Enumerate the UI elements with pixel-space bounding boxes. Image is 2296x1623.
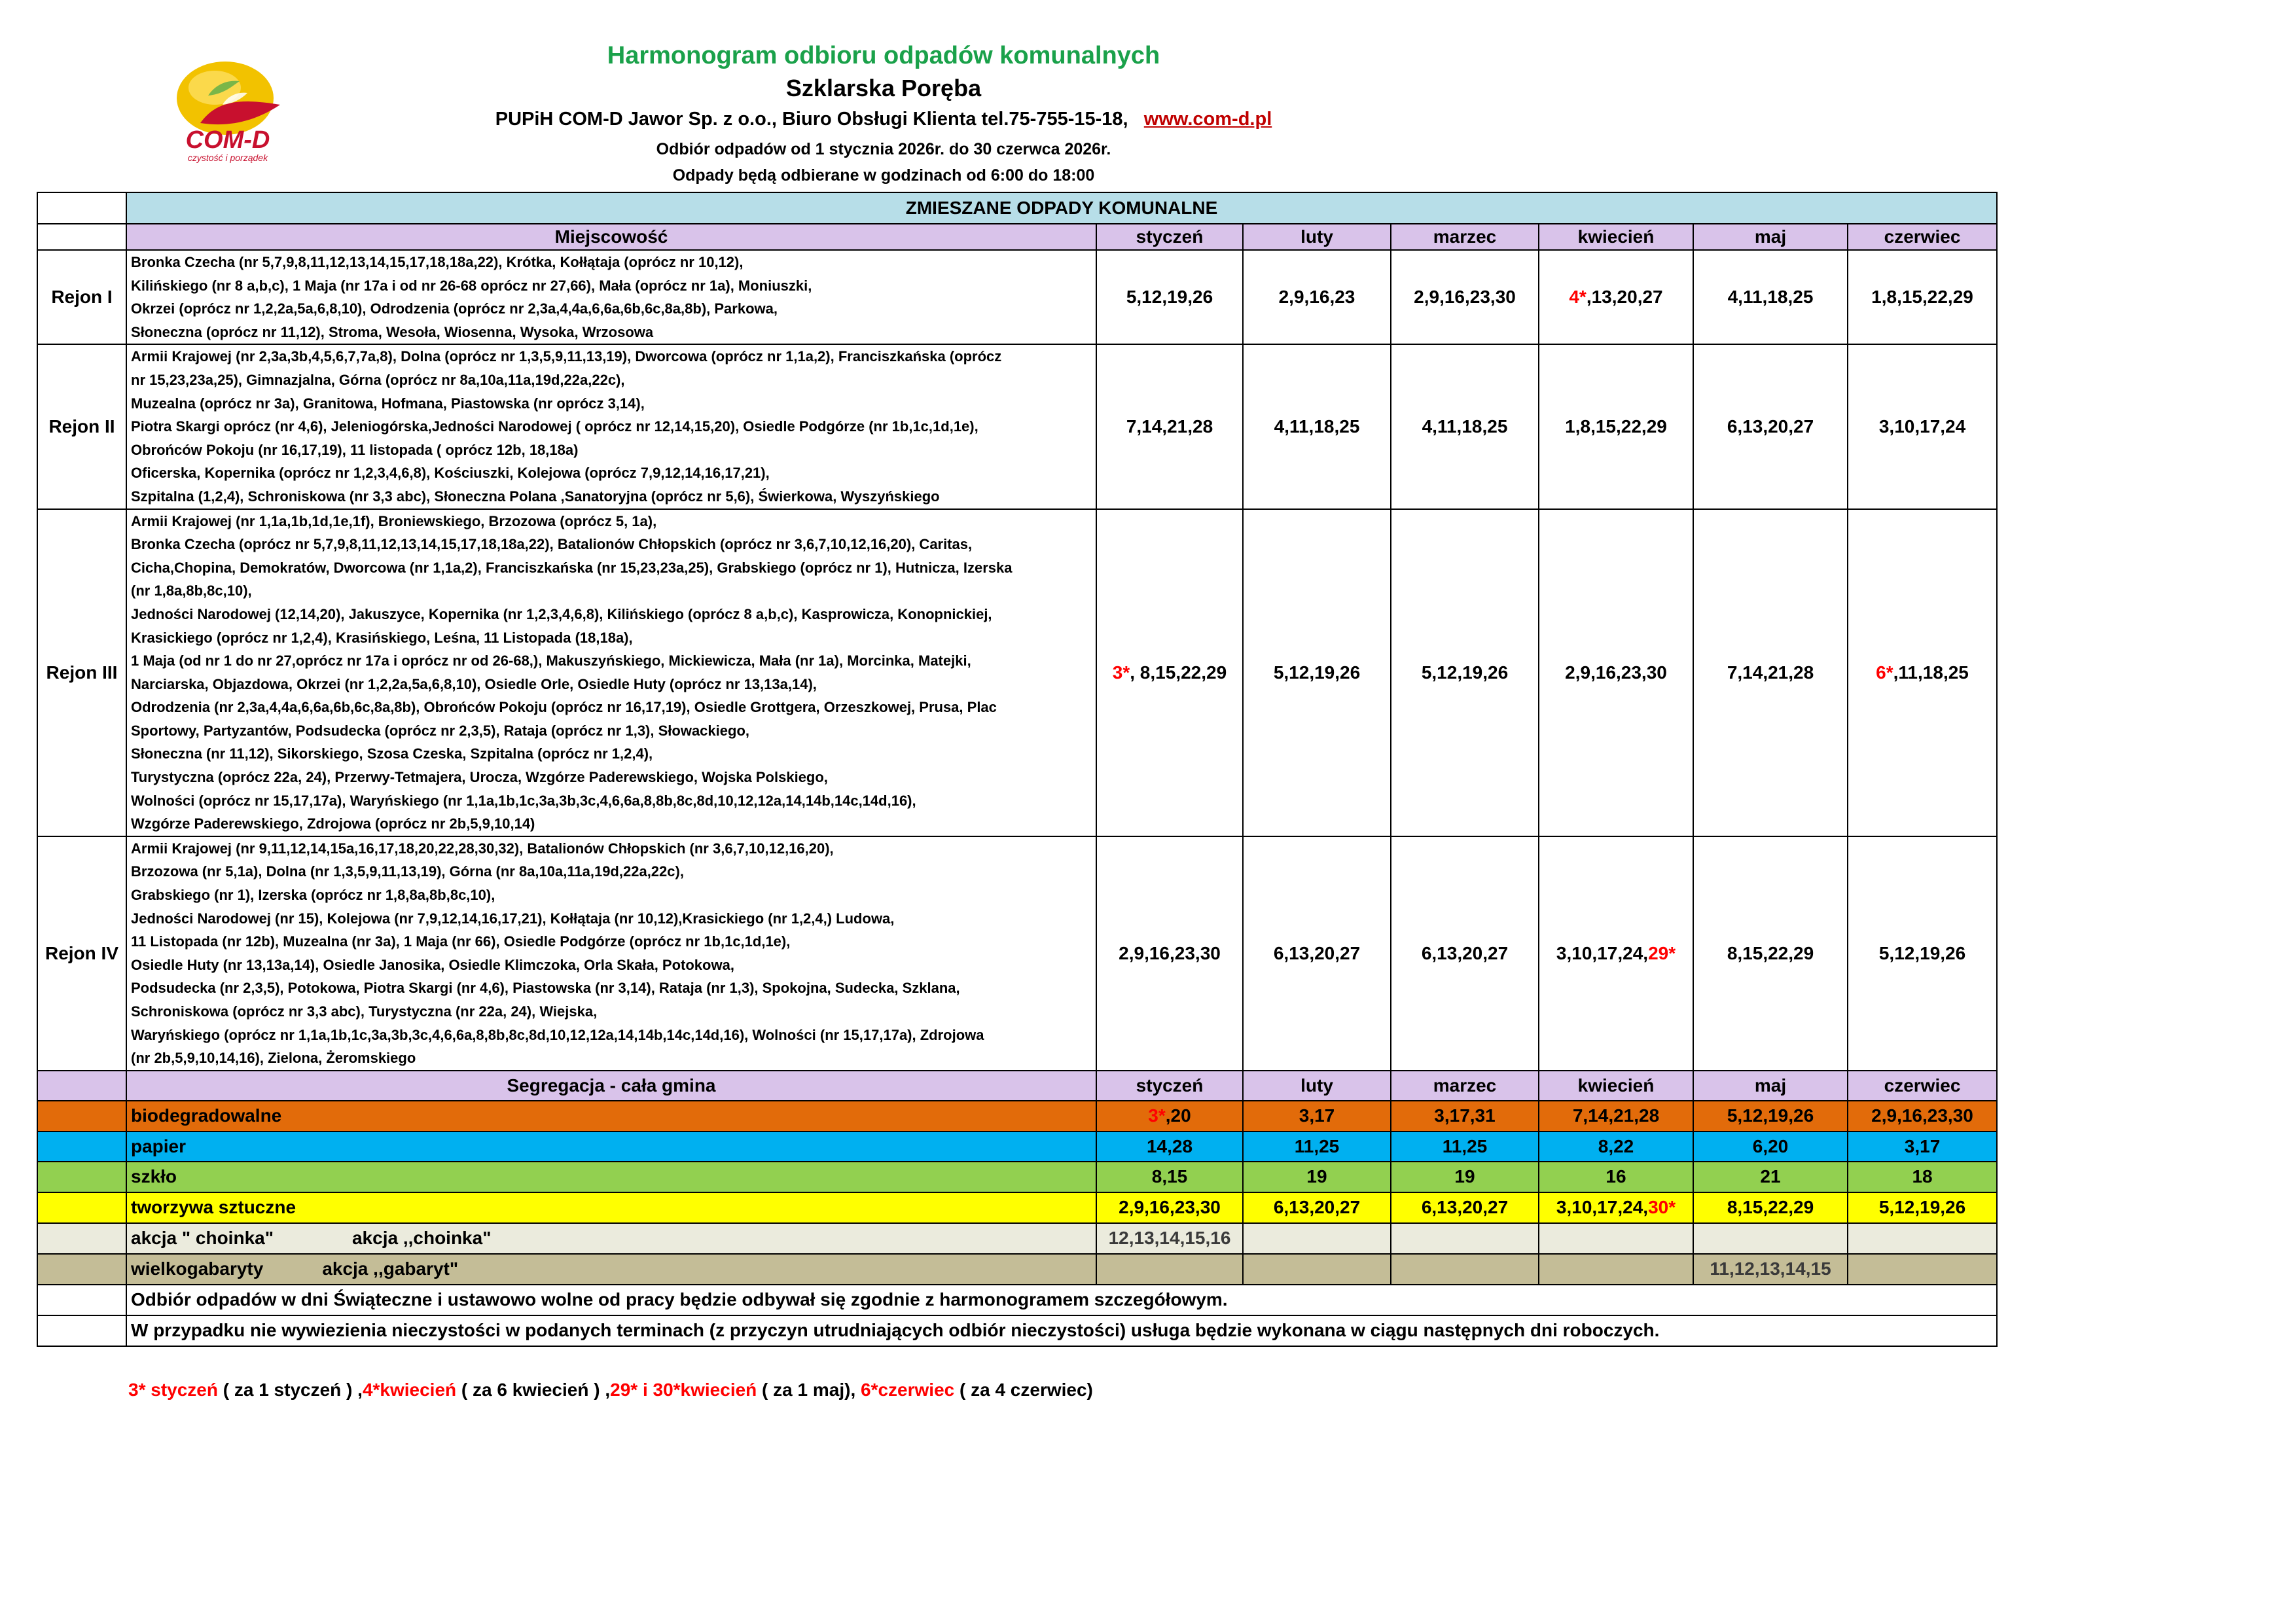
date-cell: 3,17 — [1243, 1101, 1391, 1132]
region-row — [37, 509, 1997, 836]
region-streets: Armii Krajowej (nr 2,3a,3b,4,5,6,7,7a,8), Dolna (oprócz nr 1,3,5,9,11,13,19), Dworcowa (oprócz nr 1,1a,2), Franciszkańska (oprócz nr 15,23,23a,25), Gimnazjalna, Górna (oprócz nr 8a,10a,11a,19d,22a,22c), Muzealna (oprócz nr 3a), Granitowa, Hofmana, Piastowska (nr oprócz 3,14), Piotra Skargi oprócz (nr 4,6), Jeleniogórska,Jedności Narodowej ( oprócz nr 12,14,15,20), Osiedle Podgórze (nr 1b,1c,1d,1e), Obrońców Pokoju (nr 16,17,19), 11 listopada ( oprócz 12b, 18,18a) Oficerska, Kopernika (oprócz nr 1,2,3,4,6,8), Kościuszki, Kolejowa (oprócz 7,9,12,14,16,17,21), Szpitalna (1,2,4), Schroniskowa (nr 3,3 abc), Słoneczna Polana ,Sanatoryjna (oprócz nr 5,6), Świerkowa, Wyszyńskiego — [126, 344, 1096, 508]
date-cell: 6,13,20,27 — [1243, 1192, 1391, 1223]
date-cell: 16 — [1539, 1162, 1693, 1192]
waste-type: biodegradowalne — [126, 1101, 1096, 1132]
moved-date: 29* — [1648, 942, 1676, 963]
month-header: marzec — [1391, 224, 1539, 250]
date-cell: 6,20 — [1693, 1132, 1848, 1162]
date-cell: 1,8,15,22,29 — [1848, 250, 1997, 344]
date-cell: 7,14,21,28 — [1539, 1101, 1693, 1132]
corner-cell — [37, 192, 126, 224]
segregation-row — [37, 1101, 1997, 1132]
date-cell: 2,9,16,23,30 — [1096, 836, 1243, 1071]
note-row — [37, 1285, 1997, 1315]
date-cell: 4,11,18,25 — [1391, 344, 1539, 508]
date-cell: 3,10,17,24,29* — [1539, 836, 1693, 1071]
month-header: kwiecień — [1539, 224, 1693, 250]
month-header: czerwiec — [1848, 224, 1997, 250]
month-header: styczeń — [1096, 224, 1243, 250]
date-cell: 4,11,18,25 — [1243, 344, 1391, 508]
moved-date: 3* — [1148, 1105, 1166, 1126]
date-cell: 5,12,19,26 — [1848, 1192, 1997, 1223]
crossed-cell — [1539, 1254, 1693, 1285]
waste-type: szkło — [126, 1162, 1096, 1192]
crossed-cell — [1539, 1223, 1693, 1254]
region-streets: Bronka Czecha (nr 5,7,9,8,11,12,13,14,15,17,18,18a,22), Krótka, Kołłątaja (oprócz nr 10,12), Kilińskiego (nr 8 a,b,c), 1 Maja (nr 17a i od nr 26-68 oprócz nr 27,66), Mała (oprócz nr 1a), Moniuszki, Okrzei (oprócz nr 1,2,2a,5a,6,8,10), Odrodzenia (oprócz nr 2,3a,4,4a,6,6a,6b,6c,8a,8b), Parkowa, Słoneczna (oprócz nr 11,12), Stroma, Wesoła, Wiosenna, Wysoka, Wrzosowa — [126, 250, 1096, 344]
date-cell: 2,9,16,23,30 — [1391, 250, 1539, 344]
crossed-cell — [1096, 1254, 1243, 1285]
date-cell: 5,12,19,26 — [1391, 509, 1539, 836]
date-cell: 3*,20 — [1096, 1101, 1243, 1132]
date-cell: 11,25 — [1243, 1132, 1391, 1162]
company-contact: PUPiH COM-D Jawor Sp. z o.o., Biuro Obsługi Klienta tel.75-755-15-18, — [495, 109, 1128, 130]
date-cell: 6,13,20,27 — [1391, 1192, 1539, 1223]
segregation-row — [37, 1132, 1997, 1162]
section-title: ZMIESZANE ODPADY KOMUNALNE — [126, 192, 1997, 224]
month-header: maj — [1693, 1071, 1848, 1101]
date-cell: 3,10,17,24,30* — [1539, 1192, 1693, 1223]
holiday-note: Odbiór odpadów w dni Świąteczne i ustawowo wolne od pracy będzie odbywał się zgodnie z harmonogramem szczegółowym. — [126, 1285, 1997, 1315]
locality-header: Miejscowość — [126, 224, 1096, 250]
date-cell: 3,10,17,24 — [1848, 344, 1997, 508]
logo-brand: COM-D — [185, 126, 270, 154]
gabaryt-row — [37, 1254, 1997, 1285]
date-cell: 2,9,16,23,30 — [1539, 509, 1693, 836]
date-cell: 4*,13,20,27 — [1539, 250, 1693, 344]
region-row — [37, 836, 1997, 1071]
website-link[interactable]: www.com-d.pl — [1143, 109, 1272, 130]
date-cell: 8,15,22,29 — [1693, 836, 1848, 1071]
date-cell: 21 — [1693, 1162, 1848, 1192]
crossed-cell — [1391, 1254, 1539, 1285]
date-cell: 19 — [1391, 1162, 1539, 1192]
date-cell: 11,25 — [1391, 1132, 1539, 1162]
date-cell: 6*,11,18,25 — [1848, 509, 1997, 836]
company-info — [0, 109, 1767, 130]
crossed-cell — [1243, 1223, 1391, 1254]
date-cell: 6,13,20,27 — [1243, 836, 1391, 1071]
footnote: 3* styczeń ( za 1 styczeń ) ,4*kwiecień ( za 6 kwiecień ) ,29* i 30*kwiecień ( za 1 maj), 6*czerwiec ( za 4 czerwiec) — [128, 1380, 1093, 1400]
crossed-cell — [1391, 1223, 1539, 1254]
segregation-row — [37, 1192, 1997, 1223]
crossed-cell — [1693, 1223, 1848, 1254]
crossed-cell — [1848, 1223, 1997, 1254]
date-cell: 6,13,20,27 — [1391, 836, 1539, 1071]
date-cell: 4,11,18,25 — [1693, 250, 1848, 344]
collection-hours: Odpady będą odbierane w godzinach od 6:00 do 18:00 — [672, 166, 1095, 185]
month-header: luty — [1243, 224, 1391, 250]
region-row — [37, 250, 1997, 344]
moved-date: 6* — [1876, 662, 1893, 683]
month-header: marzec — [1391, 1071, 1539, 1101]
date-cell: 5,12,19,26 — [1848, 836, 1997, 1071]
date-cell: 18 — [1848, 1162, 1997, 1192]
date-cell: 8,15,22,29 — [1693, 1192, 1848, 1223]
segregation-row — [37, 1162, 1997, 1192]
date-cell: 8,15 — [1096, 1162, 1243, 1192]
date-cell: 8,22 — [1539, 1132, 1693, 1162]
logo-tagline: czystość i porządek — [187, 152, 268, 163]
note-row — [37, 1315, 1997, 1346]
region-streets: Armii Krajowej (nr 9,11,12,14,15a,16,17,18,20,22,28,30,32), Batalionów Chłopskich (nr 3,6,7,10,12,16,20), Brzozowa (nr 5,1a), Dolna (nr 1,3,5,9,11,13,19), Górna (nr 8a,10a,11a,19d,22a,22c), Grabskiego (nr 1), Izerska (oprócz nr 1,8,8a,8b,8c,10), Jedności Narodowej (nr 15), Kolejowa (nr 7,9,12,14,16,17,21), Kołłątaja (nr 10,12),Krasickiego (nr 1,2,4,) Ludowa, 11 Listopada (nr 12b), Muzealna (nr 3a), 1 Maja (nr 66), Osiedle Podgórze (oprócz nr 1b,1c,1d,1e), Osiedle Huty (nr 13,13a,14), Osiedle Janosika, Osiedle Klimczoka, Orla Skała, Potokowa, Podsudecka (nr 2,3,5), Potokowa, Piotra Skargi (nr 4,6), Piastowska (nr 3,14), Rataja (nr 1,3), Spokojna, Sudecka, Szklana, Schroniskowa (oprócz nr 3,3 abc), Turystyczna (nr 22a, 24), Wiejska, Waryńskiego (oprócz nr 1,1a,1b,1c,3a,3b,3c,4,6,6a,8,8b,8c,8d,10,12,12a,14,14b,14c,14d,16), Wolności (nr 15,17,17a), Zdrojowa (nr 2b,5,9,10,14,16), Zielona, Żeromskiego — [126, 836, 1096, 1071]
schedule-period: Odbiór odpadów od 1 stycznia 2026r. do 30 czerwca 2026r. — [656, 140, 1111, 158]
region-name: Rejon IV — [37, 836, 126, 1071]
choinka-date: 12,13,14,15,16 — [1096, 1223, 1243, 1254]
waste-type: papier — [126, 1132, 1096, 1162]
waste-type: tworzywa sztuczne — [126, 1192, 1096, 1223]
moved-date: 3* — [1112, 662, 1130, 683]
region-streets: Armii Krajowej (nr 1,1a,1b,1d,1e,1f), Broniewskiego, Brzozowa (oprócz 5, 1a), Bronka Czecha (oprócz nr 5,7,9,8,11,12,13,14,15,17,18,18a,22), Batalionów Chłopskich (oprócz nr 3,6,7,10,12,16,20), Caritas, Cicha,Chopina, Demokratów, Dworcowa (nr 1,1a,2), Franciszkańska (nr 15,23,23a,25), Grabskiego (oprócz nr 1), Hutnicza, Izerska (nr 1,8a,8b,8c,10), Jedności Narodowej (12,14,20), Jakuszyce, Kopernika (nr 1,2,3,4,6,8), Kilińskiego (oprócz 8 a,b,c), Kasprowicza, Konopnickiej, Krasickiego (oprócz nr 1,2,4), Krasińskiego, Leśna, 11 Listopada (18,18a), 1 Maja (od nr 1 do nr 27,oprócz nr 17a i oprócz nr od 26-68,), Makuszyńskiego, Mickiewicza, Mała (nr 1a), Morcinka, Matejki, Narciarska, Objazdowa, Okrzei (nr 1,2,2a,5a,6,8,10), Osiedle Orle, Osiedle Huty (oprócz nr 13,13a,14), Odrodzenia (nr 2,3a,4,4a,6,6a,6b,6c,8a,8b), Obrońców Pokoju (oprócz nr 16,17,19), Osiedle Grottgera, Orzeszkowej, Prusa, Plac Sportowy, Partyzantów, Podsudecka (oprócz nr 2,3,5), Rataja (oprócz nr 1,3), Słowackiego, Słoneczna (nr 11,12), Sikorskiego, Szosa Czeska, Szpitalna (oprócz nr 1,2,4), Turystyczna (oprócz 22a, 24), Przerwy-Tetmajera, Urocza, Wzgórze Paderewskiego, Wojska Polskiego, Wolności (oprócz nr 15,17,17a), Waryńskiego (nr 1,1a,1b,1c,3a,3b,3c,4,6,6a,8,8b,8c,8d,10,12,12a,14,14b,14c,14d,16), Wzgórze Paderewskiego, Zdrojowa (oprócz nr 2b,5,9,10,14) — [126, 509, 1096, 836]
choinka-row — [37, 1223, 1997, 1254]
schedule-table — [37, 192, 1998, 1347]
gabaryt-label: wielkogabaryty akcja ,,gabaryt" — [126, 1254, 1096, 1285]
date-cell: 3,17,31 — [1391, 1101, 1539, 1132]
month-header: czerwiec — [1848, 1071, 1997, 1101]
crossed-cell — [1848, 1254, 1997, 1285]
gabaryt-date: 11,12,13,14,15 — [1693, 1254, 1848, 1285]
date-cell: 5,12,19,26 — [1243, 509, 1391, 836]
moved-date: 30* — [1648, 1197, 1676, 1218]
crossed-cell — [1243, 1254, 1391, 1285]
month-header: kwiecień — [1539, 1071, 1693, 1101]
date-cell: 6,13,20,27 — [1693, 344, 1848, 508]
date-cell: 2,9,16,23 — [1243, 250, 1391, 344]
date-cell: 3*, 8,15,22,29 — [1096, 509, 1243, 836]
page-subtitle: Szklarska Poręba — [785, 75, 982, 101]
region-name: Rejon I — [37, 250, 126, 344]
region-name: Rejon III — [37, 509, 126, 836]
date-cell: 5,12,19,26 — [1096, 250, 1243, 344]
region-name: Rejon II — [37, 344, 126, 508]
date-cell: 2,9,16,23,30 — [1848, 1101, 1997, 1132]
date-cell: 2,9,16,23,30 — [1096, 1192, 1243, 1223]
date-cell: 1,8,15,22,29 — [1539, 344, 1693, 508]
date-cell: 14,28 — [1096, 1132, 1243, 1162]
date-cell: 19 — [1243, 1162, 1391, 1192]
month-header: styczeń — [1096, 1071, 1243, 1101]
date-cell: 5,12,19,26 — [1693, 1101, 1848, 1132]
page-title: Harmonogram odbioru odpadów komunalnych — [607, 42, 1160, 69]
choinka-label: akcja " choinka" akcja ,,choinka" — [126, 1223, 1096, 1254]
segregation-header: Segregacja - cała gmina — [126, 1071, 1096, 1101]
moved-date: 4* — [1569, 287, 1587, 308]
date-cell: 7,14,21,28 — [1693, 509, 1848, 836]
date-cell: 7,14,21,28 — [1096, 344, 1243, 508]
month-header: luty — [1243, 1071, 1391, 1101]
date-cell: 3,17 — [1848, 1132, 1997, 1162]
region-row — [37, 344, 1997, 508]
delay-note: W przypadku nie wywiezienia nieczystości w podanych terminach (z przyczyn utrudniających odbiór nieczystości) usługa będzie wykonana w ciągu następnych dni roboczych. — [126, 1315, 1997, 1346]
month-header: maj — [1693, 224, 1848, 250]
